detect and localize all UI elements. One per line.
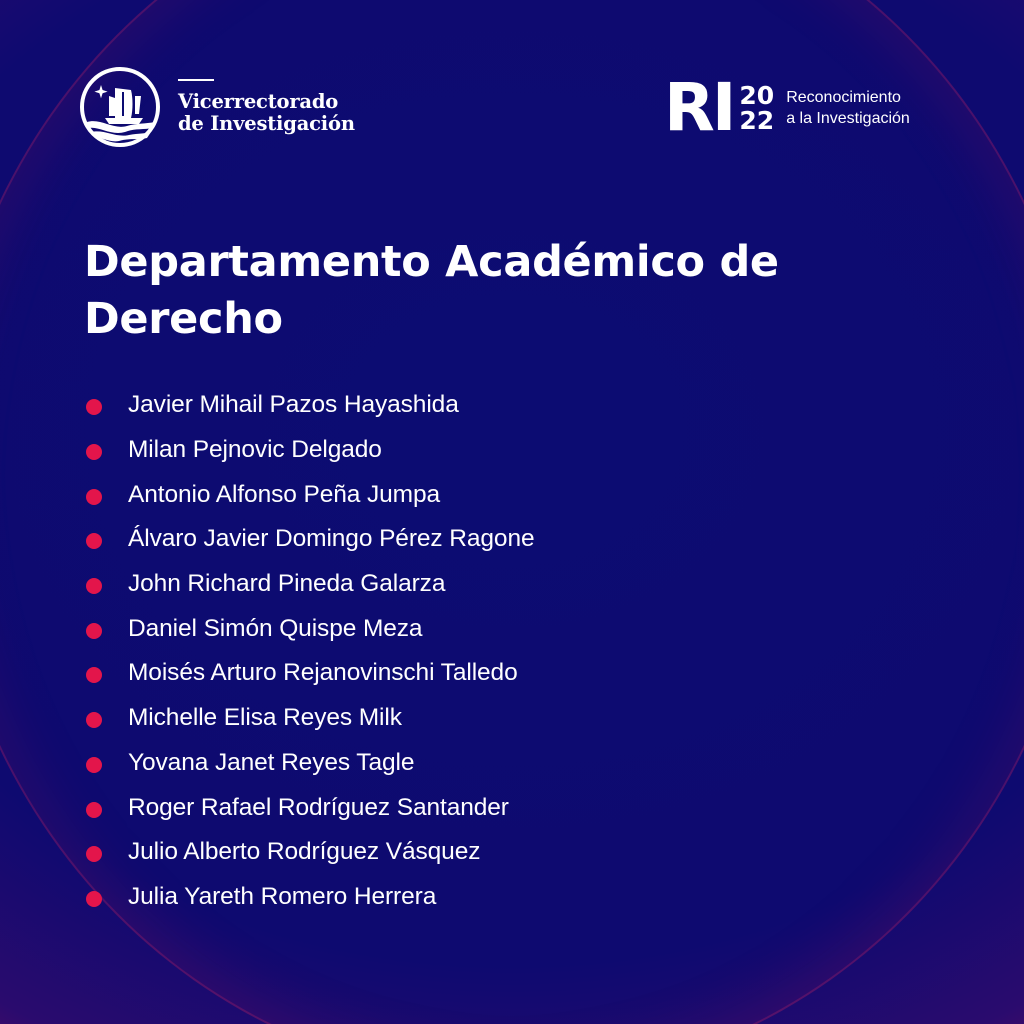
dot-icon: [86, 489, 102, 505]
researcher-name: Michelle Elisa Reyes Milk: [128, 704, 402, 732]
researcher-name: Antonio Alfonso Peña Jumpa: [128, 480, 441, 508]
researcher-name: John Richard Pineda Galarza: [128, 570, 446, 598]
award-year-bottom: 22: [739, 106, 775, 135]
dot-icon: [86, 712, 102, 728]
researcher-name: Álvaro Javier Domingo Pérez Ragone: [128, 525, 535, 553]
page-title-line2: Derecho: [84, 294, 283, 344]
institution-name-line1: Vicerrectorado: [178, 90, 339, 113]
dot-icon: [86, 846, 102, 862]
dot-icon: [86, 399, 102, 415]
list-item: [86, 830, 535, 875]
institution-name-line2: de Investigación: [178, 112, 355, 135]
list-item: [86, 562, 535, 607]
page-title: [84, 234, 944, 348]
ship-seal-icon: [79, 66, 161, 148]
divider: [178, 79, 214, 81]
dot-icon: [86, 578, 102, 594]
list-item: [86, 428, 535, 473]
list-item: [86, 472, 535, 517]
list-item: [86, 785, 535, 830]
researcher-name: Roger Rafael Rodríguez Santander: [128, 793, 509, 821]
list-item: [86, 517, 535, 562]
dot-icon: [86, 533, 102, 549]
list-item: [86, 606, 535, 651]
page-title-line1: Departamento Académico de: [84, 237, 779, 287]
researcher-name: Milan Pejnovic Delgado: [128, 436, 382, 464]
award-year: [739, 83, 774, 133]
researcher-name: Daniel Simón Quispe Meza: [128, 614, 423, 642]
institution-logo: [79, 66, 355, 148]
list-item: [86, 383, 535, 428]
researcher-name: Julio Alberto Rodríguez Vásquez: [128, 838, 481, 866]
dot-icon: [86, 444, 102, 460]
institution-name: [178, 79, 355, 135]
award-logo: [664, 69, 910, 146]
researcher-name: Moisés Arturo Rejanovinschi Talledo: [128, 659, 518, 687]
award-caption: [786, 87, 910, 129]
dot-icon: [86, 667, 102, 683]
researcher-name: Javier Mihail Pazos Hayashida: [128, 391, 459, 419]
list-item: [86, 651, 535, 696]
award-letters: RI: [664, 69, 734, 146]
researcher-list: [86, 383, 535, 919]
researcher-name: Julia Yareth Romero Herrera: [128, 882, 437, 910]
list-item: [86, 741, 535, 786]
list-item: [86, 696, 535, 741]
award-caption-line2: a la Investigación: [786, 110, 910, 127]
dot-icon: [86, 891, 102, 907]
award-caption-line1: Reconocimiento: [786, 89, 901, 106]
list-item: [86, 875, 535, 920]
dot-icon: [86, 802, 102, 818]
researcher-name: Yovana Janet Reyes Tagle: [128, 748, 415, 776]
dot-icon: [86, 757, 102, 773]
award-year-top: 20: [739, 81, 775, 110]
dot-icon: [86, 623, 102, 639]
